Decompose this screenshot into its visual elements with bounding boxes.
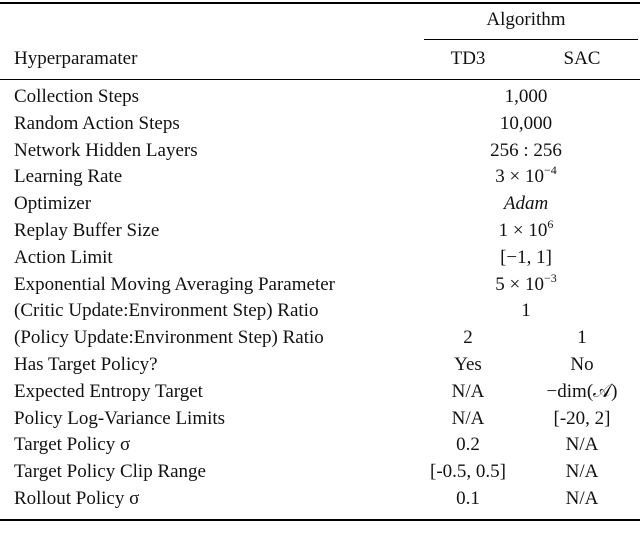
bottom-rule <box>0 519 640 521</box>
row-label: (Critic Update:Environment Step) Ratio <box>14 300 319 322</box>
column-header-sac: SAC <box>563 48 601 69</box>
sac-value: N/A <box>565 488 599 509</box>
shared-value: 1 <box>521 300 531 322</box>
sac-value: N/A <box>565 461 599 483</box>
row-label: Rollout Policy σ <box>14 488 140 509</box>
sac-value: No <box>570 354 594 375</box>
column-header-td3: TD3 <box>450 48 486 69</box>
shared-value: $5 \times 10^{-3}$ <box>495 270 557 295</box>
group-header-algorithm: Algorithm <box>486 9 566 30</box>
row-label: Collection Steps <box>14 86 140 107</box>
row-label: Learning Rate <box>14 166 123 188</box>
sac-value: 1 <box>577 327 587 349</box>
group-cmidrule <box>424 39 638 40</box>
row-header: Hyperparamater <box>14 48 138 69</box>
shared-value: 10,000 <box>499 112 553 134</box>
td3-value: N/A <box>451 407 485 429</box>
td3-value: Yes <box>454 354 482 375</box>
shared-value: $3 \times 10^{-4}$ <box>495 163 557 188</box>
row-label: Target Policy Clip Range <box>14 461 206 483</box>
shared-value: Adam <box>503 193 549 215</box>
row-label: (Policy Update:Environment Step) Ratio <box>14 327 324 349</box>
shared-value: 1,000 <box>504 86 548 107</box>
row-label: Expected Entropy Target <box>14 380 203 402</box>
row-label: Optimizer <box>14 193 92 215</box>
row-label: Exponential Moving Averaging Parameter <box>14 273 335 295</box>
row-label: Action Limit <box>14 246 113 268</box>
td3-value: N/A <box>451 380 485 402</box>
sac-value: [-20, 2] <box>553 407 611 429</box>
row-label: Network Hidden Layers <box>14 139 198 161</box>
top-rule <box>0 2 640 4</box>
shared-value: [−1, 1] <box>500 246 552 268</box>
sac-value: N/A <box>565 434 599 456</box>
td3-value: 0.1 <box>456 488 480 509</box>
row-label: Target Policy σ <box>14 434 131 456</box>
row-label: Policy Log-Variance Limits <box>14 407 226 429</box>
shared-value: 256 : 256 <box>490 139 562 161</box>
td3-value: 0.2 <box>456 434 480 456</box>
shared-value: $1 \times 10^6$ <box>498 217 554 241</box>
td3-value: 2 <box>463 327 473 349</box>
header-rule <box>0 79 640 80</box>
row-label: Has Target Policy? <box>14 354 158 375</box>
row-label: Replay Buffer Size <box>14 220 160 241</box>
td3-value: [-0.5, 0.5] <box>430 461 506 483</box>
row-label: Random Action Steps <box>14 112 180 134</box>
sac-value: −dim(𝒜) <box>546 380 618 402</box>
